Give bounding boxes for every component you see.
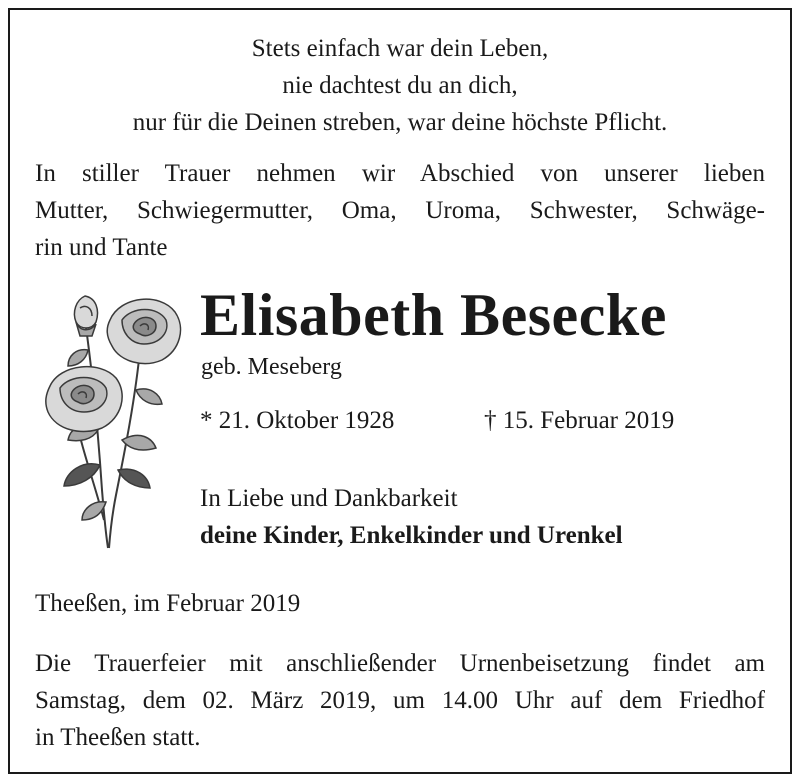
- intro-text: [35, 155, 765, 266]
- funeral-line: Samstag, dem 02. März 2019, um 14.00 Uhr auf dem Friedhof: [35, 687, 765, 714]
- intro-line: rin und Tante: [35, 234, 168, 261]
- intro-line: In stiller Trauer nehmen wir Abschied von unserer lieben: [35, 160, 765, 187]
- poem-line: nur für die Deinen streben, war deine höchste Pflicht.: [132, 109, 668, 136]
- birth-date: * 21. Oktober 1928: [200, 407, 395, 434]
- mourners-line: deine Kinder, Enkelkinder und Urenkel: [200, 522, 623, 549]
- deceased-name: Elisabeth Besecke: [200, 282, 667, 348]
- poem-line: nie dachtest du an dich,: [282, 72, 518, 99]
- maiden-name: geb. Meseberg: [201, 354, 342, 380]
- funeral-line: in Theeßen statt.: [35, 724, 201, 751]
- closing-line: In Liebe und Dankbarkeit: [200, 485, 458, 512]
- intro-line: Mutter, Schwiegermutter, Oma, Uroma, Schwester, Schwäge-: [35, 197, 765, 224]
- memorial-poem: [0, 30, 800, 141]
- roses-illustration: [40, 290, 185, 550]
- death-date: † 15. Februar 2019: [484, 407, 675, 434]
- poem-line: Stets einfach war dein Leben,: [251, 35, 549, 62]
- place-date: Theeßen, im Februar 2019: [35, 590, 301, 617]
- funeral-line: Die Trauerfeier mit anschließender Urnenbeisetzung findet am: [35, 650, 765, 677]
- funeral-notice: [35, 645, 765, 756]
- closing-signature: [200, 480, 623, 554]
